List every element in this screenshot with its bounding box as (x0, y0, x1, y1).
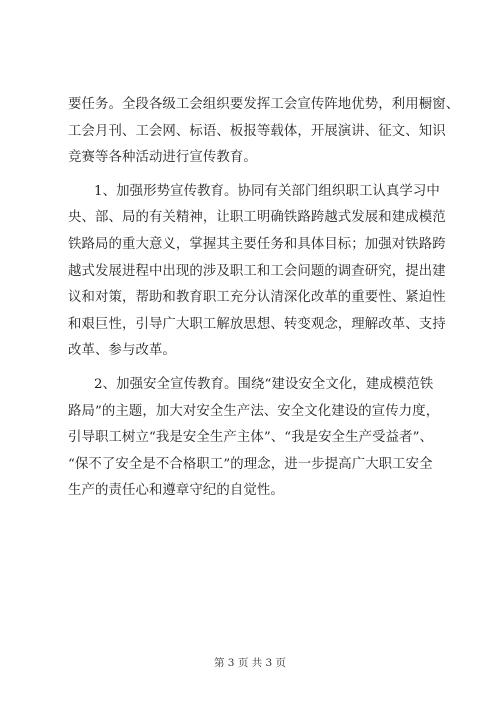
text-line: 2、加强安全宣传教育。围绕“建设安全文化，建成模范铁 (94, 376, 434, 392)
text-line: 和艰巨性，引导广大职工解放思想、转变观念，理解改革、支持 (68, 316, 446, 332)
text-line: 生产的责任心和遵章守纪的自觉性。 (68, 483, 284, 499)
text-line: “保不了安全是不合格职工”的理念，进一步提高广大职工安全 (68, 456, 433, 472)
text-line: 议和对策，帮助和教育职工充分认清深化改革的重要性、紧迫性 (68, 290, 446, 306)
text-line: 1、加强形势宣传教育。协同有关部门组织职工认真学习中 (94, 183, 440, 199)
paragraph-3 (68, 372, 440, 505)
text-line: 要任务。全段各级工会组织要发挥工会宣传阵地优势，利用橱窗、 (68, 97, 460, 112)
text-line: 越式发展进程中出现的涉及职工和工会问题的调查研究，提出建 (68, 263, 446, 279)
text-line: 路局”的主题，加大对安全生产法、安全文化建设的宣传力度， (68, 403, 440, 419)
paragraph-2 (68, 179, 446, 365)
document-body (68, 92, 460, 512)
text-line: 竞赛等各种活动进行宣传教育。 (68, 150, 257, 166)
text-line: 铁路局的重大意义，掌握其主要任务和具体目标；加强对铁路跨 (68, 236, 446, 252)
text-line: 央、部、局的有关精神，让职工明确铁路跨越式发展和建成模范 (68, 210, 446, 226)
paragraph-1 (68, 92, 460, 172)
text-line: 改革、参与改革。 (68, 343, 176, 359)
page-number-footer: 第 3 页 共 3 页 (213, 657, 287, 669)
text-line: 引导职工树立“我是安全生产主体”、“我是安全生产受益者”、 (68, 430, 434, 446)
text-line: 工会月刊、工会网、标语、板报等载体，开展演讲、征文、知识 (68, 123, 446, 139)
